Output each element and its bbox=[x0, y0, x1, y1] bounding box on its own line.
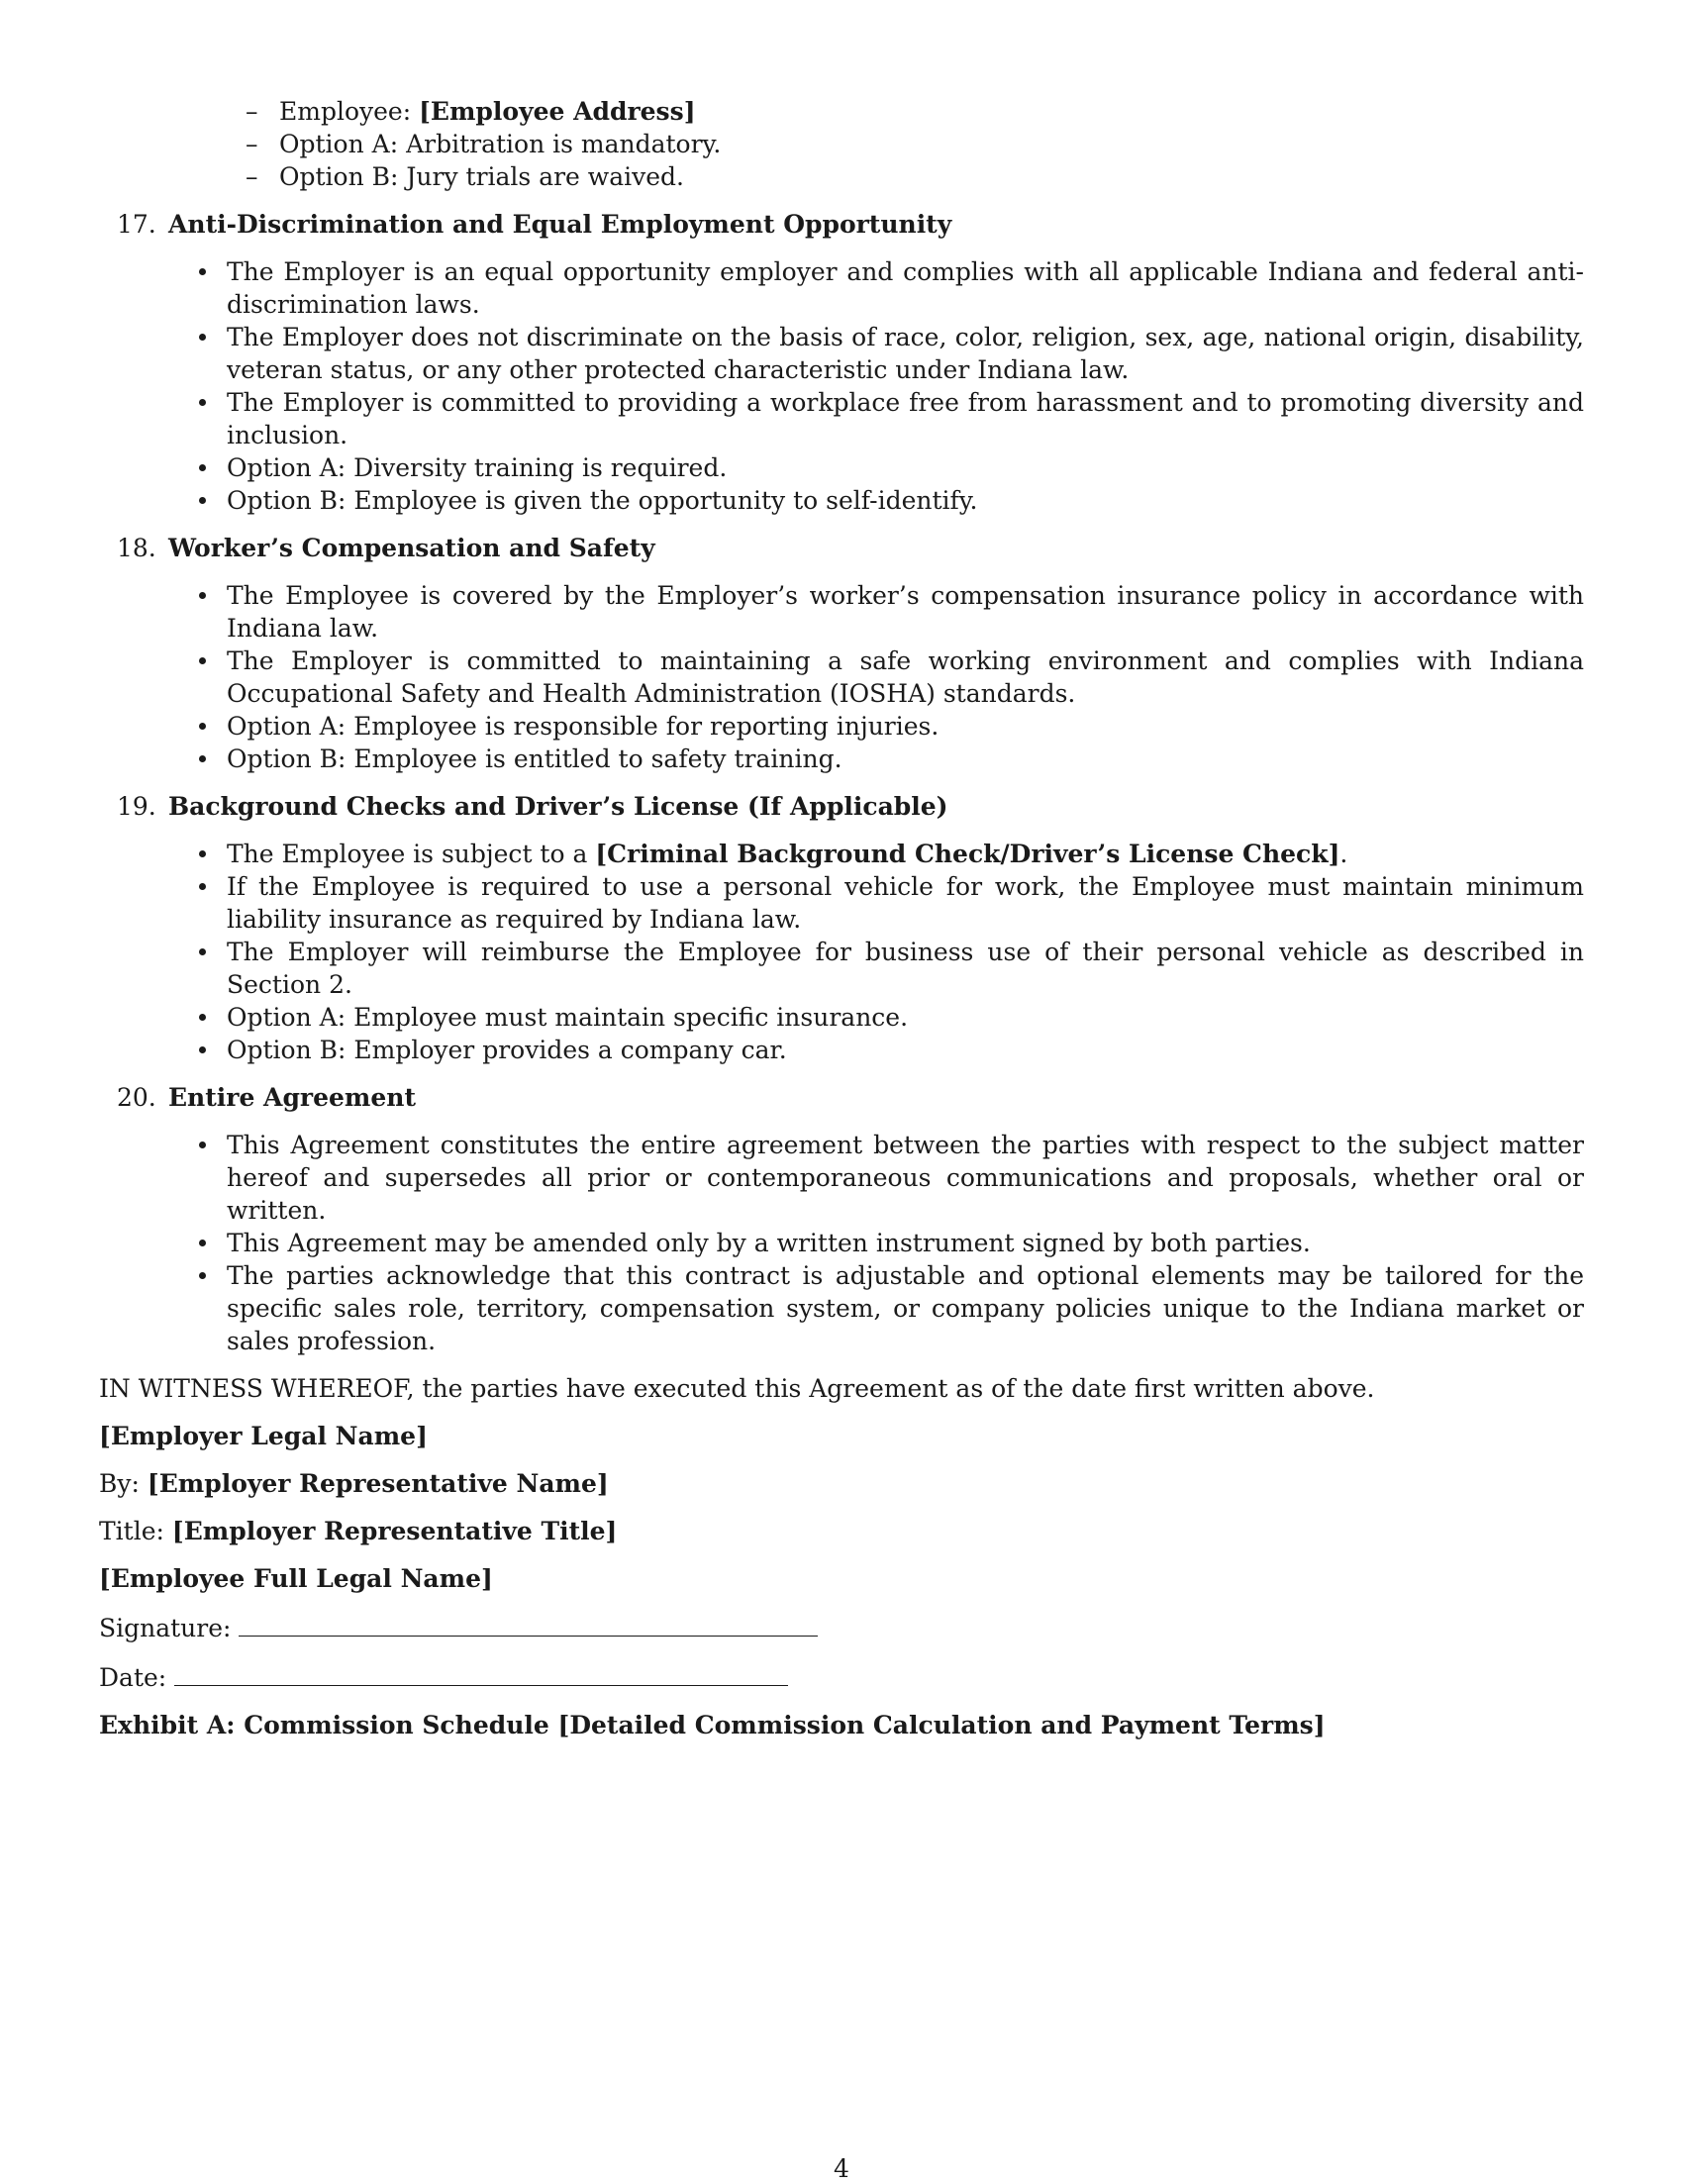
list-item: The Employer is committed to providing a workplace free from harassment and to promoting diversity and inclusion. bbox=[227, 386, 1584, 451]
representative-title-field: [Employer Representative Title] bbox=[171, 1517, 618, 1545]
list-item: The Employer is committed to maintaining a safe working environment and complies with Indiana Occupational Safety and Health Administration (IOSHA) standards. bbox=[227, 645, 1584, 710]
list-item: This Agreement may be amended only by a written instrument signed by both parties. bbox=[227, 1227, 1584, 1259]
list-item: The Employer is an equal opportunity employer and complies with all applicable Indiana and federal anti-discrimination laws. bbox=[227, 255, 1584, 321]
section-19 bbox=[99, 790, 1584, 1066]
section-number: 19. bbox=[117, 792, 156, 821]
list-item: Option B: Employee is entitled to safety training. bbox=[227, 743, 1584, 775]
list-item bbox=[246, 160, 1584, 193]
representative-name-field: [Employer Representative Name] bbox=[147, 1469, 609, 1498]
section-17 bbox=[99, 208, 1584, 517]
list-item: The Employer will reimburse the Employee for business use of their personal vehicle as described in Section 2. bbox=[227, 936, 1584, 1001]
list-item: Option A: Diversity training is required. bbox=[227, 451, 1584, 484]
employee-legal-name: [Employee Full Legal Name] bbox=[99, 1564, 493, 1593]
bullet-list bbox=[227, 1129, 1584, 1357]
employer-title-line bbox=[99, 1515, 1584, 1547]
date-line bbox=[99, 1659, 1584, 1694]
section-18 bbox=[99, 532, 1584, 775]
section-number: 17. bbox=[117, 210, 156, 239]
list-item: Option B: Employee is given the opportunity to self-identify. bbox=[227, 484, 1584, 517]
item-text: Employee: bbox=[279, 97, 420, 126]
list-item: If the Employee is required to use a personal vehicle for work, the Employee must maintain minimum liability insurance as required by Indiana law. bbox=[227, 870, 1584, 936]
list-item: Option A: Employee is responsible for reporting injuries. bbox=[227, 710, 1584, 743]
signature-label: Signature: bbox=[99, 1614, 232, 1642]
signature-line bbox=[99, 1610, 1584, 1644]
by-label: By: bbox=[99, 1469, 148, 1498]
section-number: 18. bbox=[117, 534, 156, 562]
signature-field[interactable] bbox=[239, 1610, 818, 1637]
section-title: Anti-Discrimination and Equal Employment Opportunity bbox=[168, 210, 952, 239]
dash-bullet: – bbox=[246, 130, 258, 158]
bullet-list bbox=[227, 255, 1584, 517]
placeholder-field: [Employee Address] bbox=[419, 97, 696, 126]
section-title: Background Checks and Driver’s License (If Applicable) bbox=[168, 792, 948, 821]
list-item: The Employee is covered by the Employer’s worker’s compensation insurance policy in accordance with Indiana law. bbox=[227, 579, 1584, 645]
list-item bbox=[246, 95, 1584, 128]
employer-legal-name: [Employer Legal Name] bbox=[99, 1422, 428, 1450]
document-page bbox=[99, 95, 1584, 1741]
dash-bullet: – bbox=[246, 162, 258, 191]
section-title: Entire Agreement bbox=[168, 1083, 416, 1112]
item-text: Option A: Arbitration is mandatory. bbox=[279, 130, 722, 158]
list-item: The Employee is subject to a [Criminal Background Check/Driver’s License Check]. bbox=[227, 838, 1584, 870]
list-item: This Agreement constitutes the entire agreement between the parties with respect to the subject matter hereof and supersedes all prior or contemporaneous communications and proposals, whether oral or written. bbox=[227, 1129, 1584, 1227]
witness-statement: IN WITNESS WHEREOF, the parties have executed this Agreement as of the date first written above. bbox=[99, 1374, 1375, 1403]
page-number: 4 bbox=[834, 2154, 849, 2183]
employer-representative-line bbox=[99, 1467, 1584, 1500]
placeholder-field: [Criminal Background Check/Driver’s License Check] bbox=[595, 840, 1340, 868]
date-label: Date: bbox=[99, 1663, 167, 1692]
bullet-list bbox=[227, 838, 1584, 1066]
list-item: The Employer does not discriminate on the basis of race, color, religion, sex, age, national origin, disability, veteran status, or any other protected characteristic under Indiana law. bbox=[227, 321, 1584, 386]
title-label: Title: bbox=[99, 1517, 172, 1545]
dash-bullet: – bbox=[246, 97, 258, 126]
section-heading bbox=[99, 208, 1584, 241]
section-number: 20. bbox=[117, 1083, 156, 1112]
date-field[interactable] bbox=[174, 1659, 788, 1686]
list-item: Option A: Employee must maintain specific insurance. bbox=[227, 1001, 1584, 1034]
item-text: Option B: Jury trials are waived. bbox=[279, 162, 684, 191]
section-heading bbox=[99, 790, 1584, 823]
list-item bbox=[246, 128, 1584, 160]
previous-section-sublist bbox=[246, 95, 1584, 193]
bullet-list bbox=[227, 579, 1584, 775]
exhibit-heading: Exhibit A: Commission Schedule [Detailed Commission Calculation and Payment Terms] bbox=[99, 1711, 1326, 1739]
section-20 bbox=[99, 1081, 1584, 1357]
section-heading bbox=[99, 1081, 1584, 1114]
section-title: Worker’s Compensation and Safety bbox=[168, 534, 655, 562]
list-item: Option B: Employer provides a company car. bbox=[227, 1034, 1584, 1066]
list-item: The parties acknowledge that this contract is adjustable and optional elements may be tailored for the specific sales role, territory, compensation system, or company policies unique to the Indiana market or sales profession. bbox=[227, 1259, 1584, 1357]
section-heading bbox=[99, 532, 1584, 564]
